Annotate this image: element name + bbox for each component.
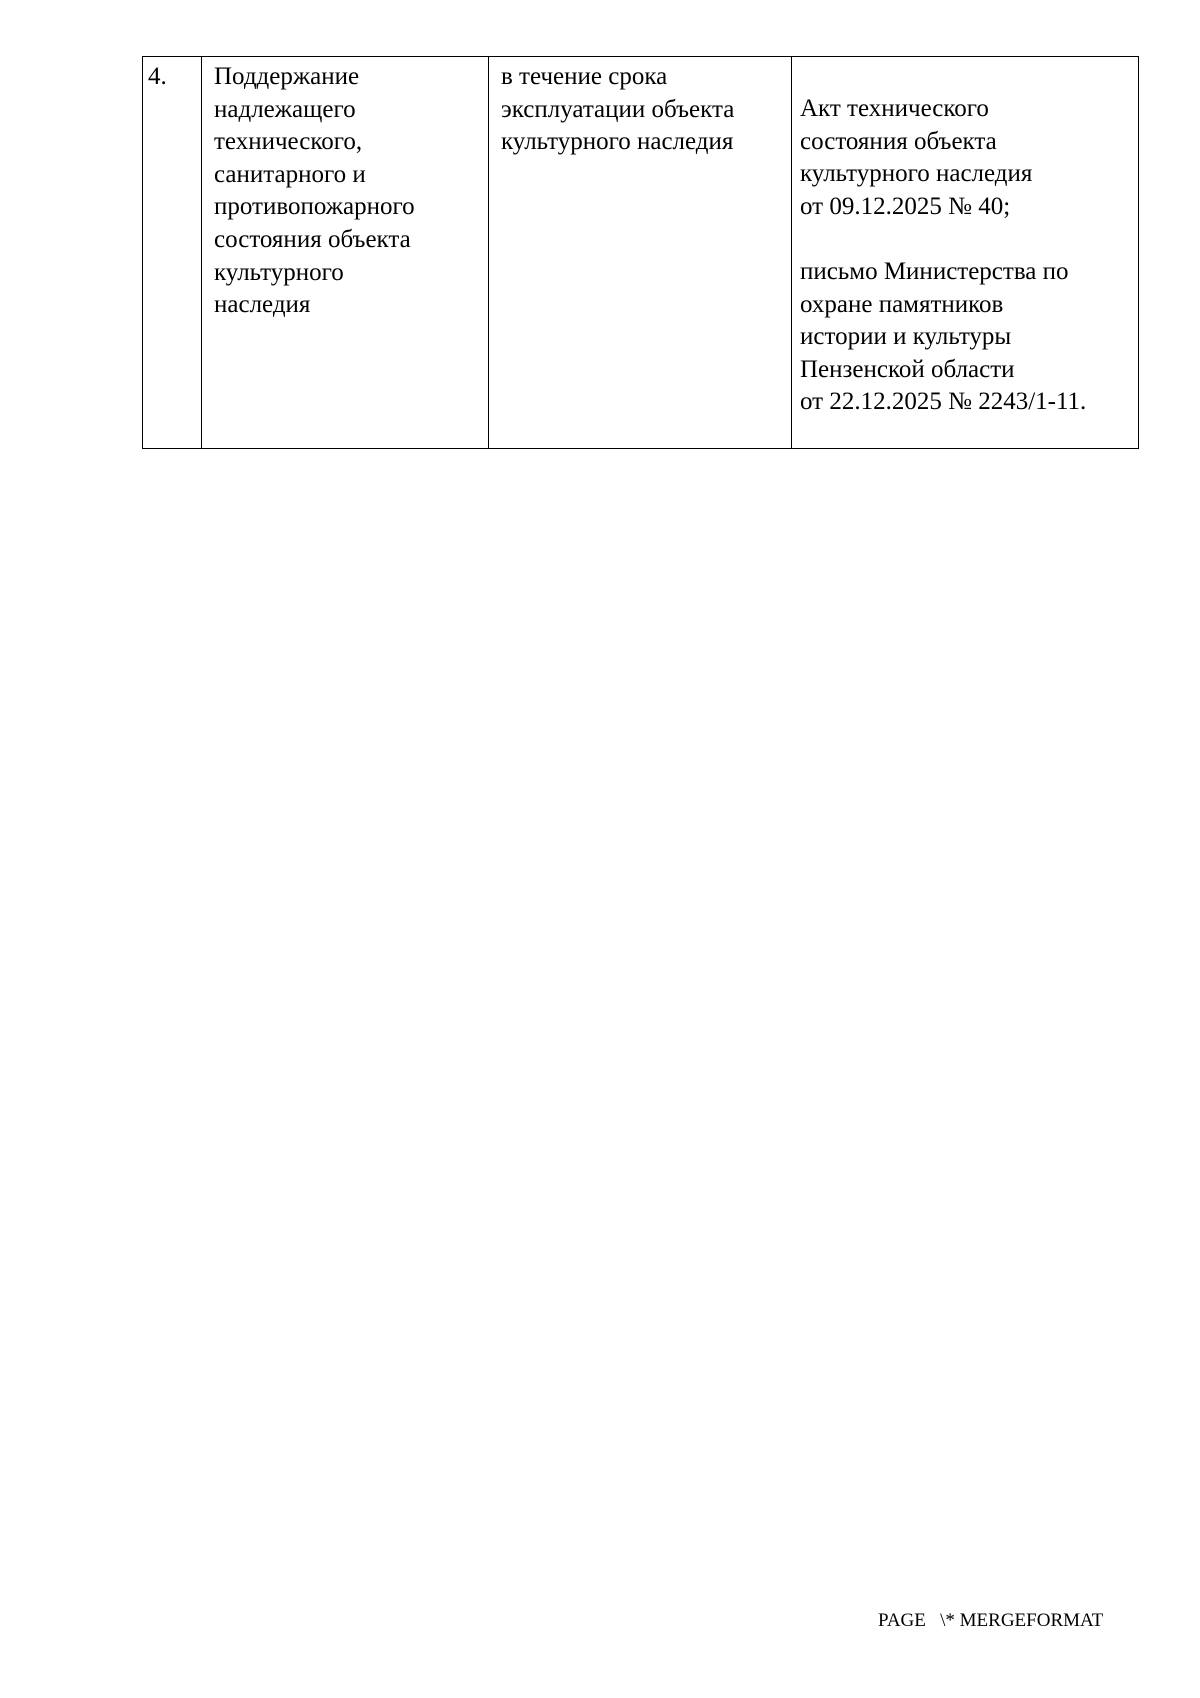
measures-table (142, 56, 1139, 449)
deadline-cell (489, 57, 792, 449)
table-row (143, 57, 1139, 449)
activity-line: технического, (214, 128, 363, 156)
basis-line: состояния объекта (800, 127, 997, 155)
basis-cell (792, 57, 1139, 449)
deadline-line: культурного наследия (501, 128, 734, 156)
basis-line: истории и культуры (800, 323, 1012, 351)
basis-line: от 22.12.2025 № 2243/1-11. (800, 388, 1087, 416)
activity-line: противопожарного (214, 193, 415, 221)
page-footer: PAGE \* MERGEFORMAT (878, 1610, 1104, 1631)
activity-line: состояния объекта (214, 225, 411, 253)
basis-line: культурного наследия (800, 160, 1033, 188)
basis-line: письмо Министерства по (800, 257, 1069, 285)
activity-line: надлежащего (214, 95, 356, 123)
activity-line: наследия (214, 291, 311, 319)
activity-line: санитарного и (214, 160, 366, 188)
activity-line: Поддержание (214, 63, 360, 90)
basis-line: Пензенской области (800, 355, 1015, 383)
row-number: 4. (148, 63, 167, 90)
basis-line: охране памятников (800, 290, 1004, 318)
basis-line: от 09.12.2025 № 40; (800, 192, 1011, 220)
deadline-line: в течение срока (501, 63, 668, 90)
basis-line: Акт технического (800, 95, 989, 122)
deadline-line: эксплуатации объекта (501, 95, 735, 123)
basis-spacer (800, 223, 1138, 256)
row-number-cell (143, 57, 202, 449)
activity-line: культурного (214, 258, 344, 286)
activity-cell (202, 57, 489, 449)
